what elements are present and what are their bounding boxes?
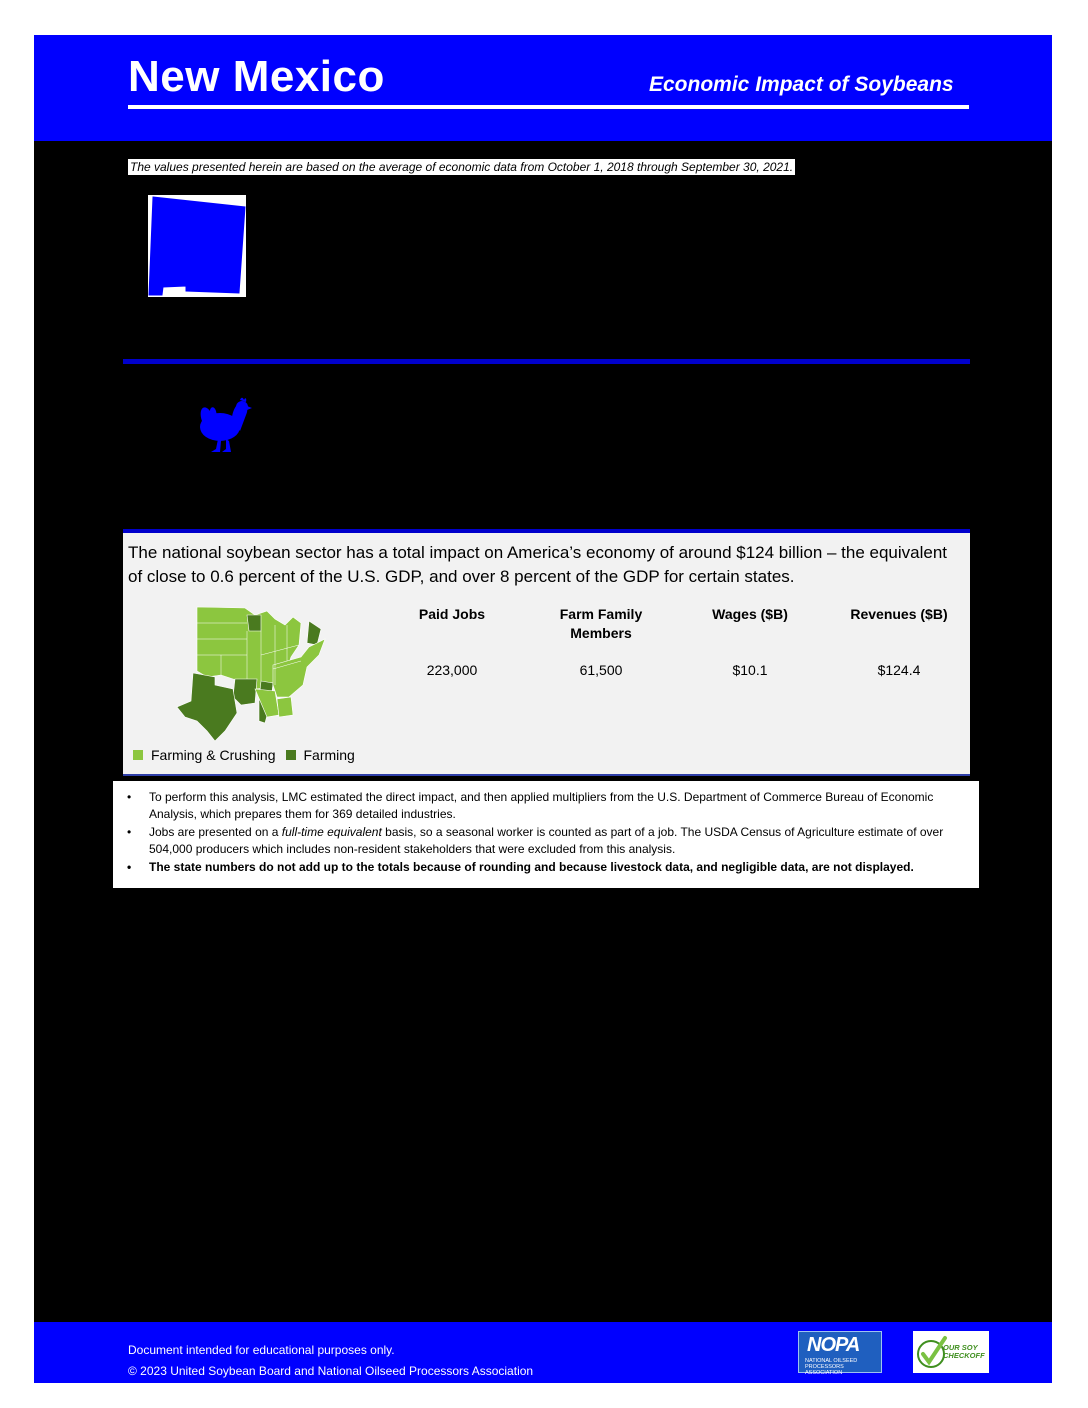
map-legend — [133, 747, 365, 763]
national-impact-summary: The national soybean sector has a total impact on America’s economy of around $124 billion – the equivalent of close to 0.6 percent of the U.S. GDP, and over 8 percent of the GDP for certain states. — [128, 543, 948, 586]
nopa-logo-mark: NOPA — [807, 1334, 860, 1356]
panel-bottom-rule — [123, 774, 970, 776]
note-item: • The state numbers do not add up to the totals because of rounding and because livestock data, and negligible data, are not displayed. — [127, 860, 914, 874]
stat-wages — [675, 605, 825, 678]
note-text-part: Jobs are presented on a — [149, 825, 282, 839]
page-title: New Mexico — [128, 52, 385, 101]
stat-revenues — [824, 605, 974, 678]
stat-value: 61,500 — [579, 662, 623, 678]
note-text-part: basis, so a seasonal worker is counted as part of a job. The USDA Census of Agriculture estimate of over 504,000 producers which includes non-resident stakeholders that were excluded from this analysis. — [149, 825, 944, 856]
legend-item-farming — [286, 747, 355, 763]
nopa-logo-subtitle: NATIONAL OILSEED PROCESSORS ASSOCIATION — [805, 1358, 858, 1376]
page-subtitle: Economic Impact of Soybeans — [649, 73, 954, 96]
stat-label: Paid Jobs — [418, 606, 486, 622]
stat-value: 223,000 — [426, 662, 478, 678]
note-item: • To perform this analysis, LMC estimated the direct impact, and then applied multipliers from the U.S. Department of Commerce Bureau of Economic Analysis, which prepares them for 369 detailed industries. — [127, 790, 934, 821]
stat-label: Revenues ($B) — [850, 606, 948, 622]
legend-label: Farming & Crushing — [151, 747, 276, 763]
data-period-disclaimer: The values presented herein are based on the average of economic data from October 1, 2018 through September 30, 2021. — [130, 160, 794, 174]
us-soybean-states-map — [175, 605, 335, 743]
section-divider — [123, 359, 970, 364]
soy-checkoff-logo[interactable] — [913, 1331, 989, 1373]
note-item: • Jobs are presented on a full-time equivalent basis, so a seasonal worker is counted as part of a job. The USDA Census of Agriculture estimate of over 504,000 producers which includes non-resident stakeholders that were excluded from this analysis. — [127, 825, 944, 856]
stat-label: Farm Family Members — [559, 606, 643, 641]
note-text: To perform this analysis, LMC estimated the direct impact, and then applied multipliers from the U.S. Department of Commerce Bureau of Economic Analysis, which prepares them for 369 detailed industries. — [149, 790, 934, 821]
checkoff-line: OUR SOY — [943, 1343, 978, 1352]
header-rule — [128, 105, 969, 109]
methodology-notes — [113, 781, 979, 888]
new-mexico-state-shape-icon — [148, 195, 246, 297]
stat-value: $124.4 — [877, 662, 921, 678]
chicken-icon — [196, 397, 252, 455]
legend-label: Farming — [303, 747, 355, 763]
stat-paid-jobs — [377, 605, 527, 678]
stat-label: Wages ($B) — [712, 606, 788, 622]
legend-item-farming-crushing — [133, 747, 276, 763]
legend-swatch — [133, 750, 143, 760]
checkoff-line: CHECKOFF — [943, 1351, 985, 1360]
legend-swatch — [286, 750, 296, 760]
footer-copyright: © 2023 United Soybean Board and National Oilseed Processors Association — [128, 1364, 534, 1378]
checkoff-logo-text — [943, 1344, 985, 1360]
stat-farm-family-members — [526, 605, 676, 678]
note-text: The state numbers do not add up to the totals because of rounding and because livestock data, and negligible data, are not displayed. — [149, 860, 914, 874]
stat-value: $10.1 — [732, 662, 768, 678]
nopa-logo[interactable] — [798, 1331, 882, 1376]
note-emphasis: full-time equivalent — [281, 825, 382, 839]
national-impact-panel — [123, 529, 970, 776]
footer-disclaimer: Document intended for educational purposes only. — [128, 1343, 395, 1357]
